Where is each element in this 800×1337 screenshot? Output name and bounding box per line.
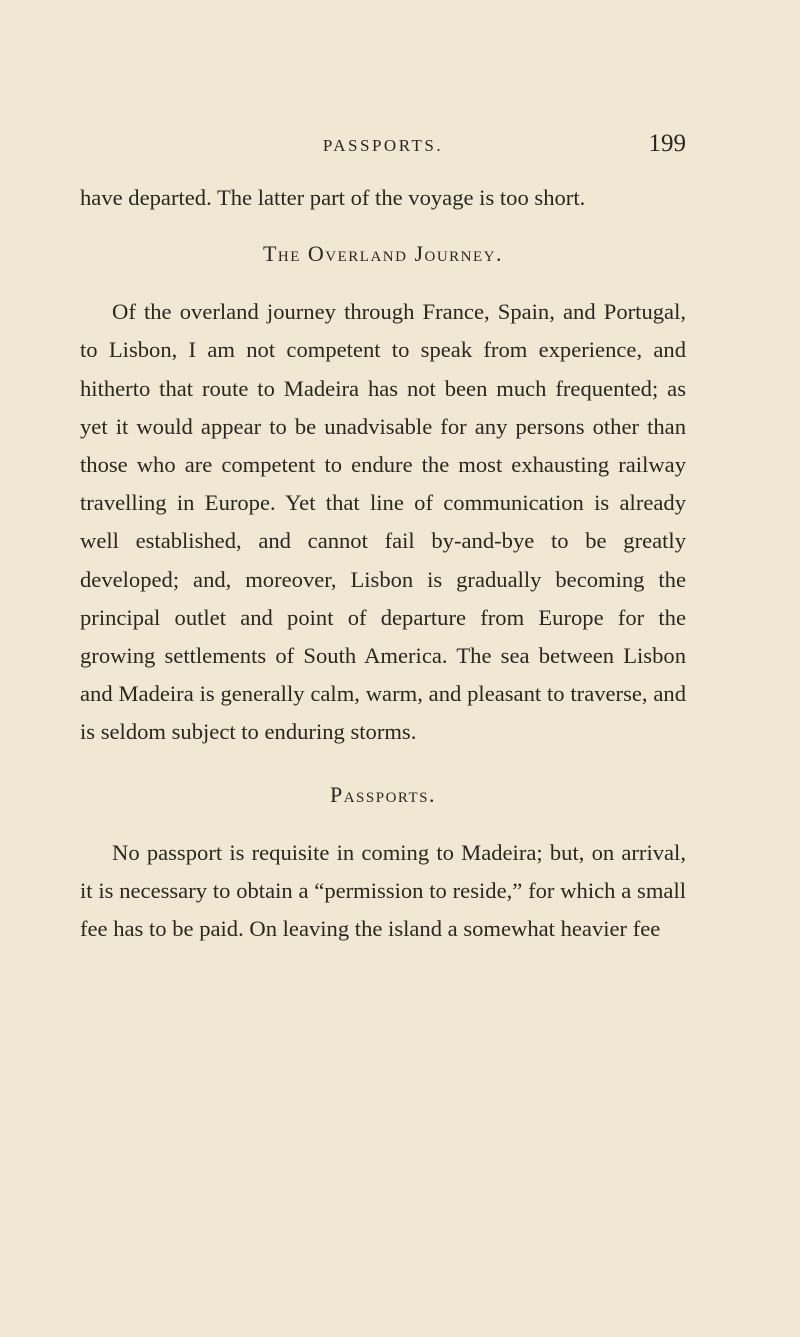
page-number: 199 <box>648 130 686 157</box>
section-heading-overland-journey: The Overland Journey. <box>262 241 504 267</box>
section-heading-passports: Passports. <box>329 781 437 807</box>
running-head-title: PASSPORTS. <box>322 136 444 155</box>
passports-paragraph: No passport is requisite in coming to Madeira; but, on arrival, it is necessary to obtain a “permission to reside,” for which a small fee has to be paid. On leaving the island a somewhat heavier fee <box>80 839 686 942</box>
running-head <box>80 130 686 160</box>
continuation-paragraph: have departed. The latter part of the voyage is too short. <box>80 185 586 210</box>
body-text <box>80 179 686 948</box>
overland-journey-paragraph: Of the overland journey through France, Spain, and Portugal, to Lisbon, I am not competent to speak from experience, and hitherto that route to Madeira has not been much frequented; as yet it would appear to be unadvisable for any persons other than those who are competent to endure the most exhausting railway travelling in Europe. Yet that line of communication is already well established, and cannot fail by-and-bye to be greatly developed; and, moreover, Lisbon is gradually becoming the principal outlet and point of departure from Europe for the growing settlements of South America. The sea between Lisbon and Madeira is generally calm, warm, and pleasant to traverse, and is seldom subject to enduring storms. <box>80 299 686 745</box>
